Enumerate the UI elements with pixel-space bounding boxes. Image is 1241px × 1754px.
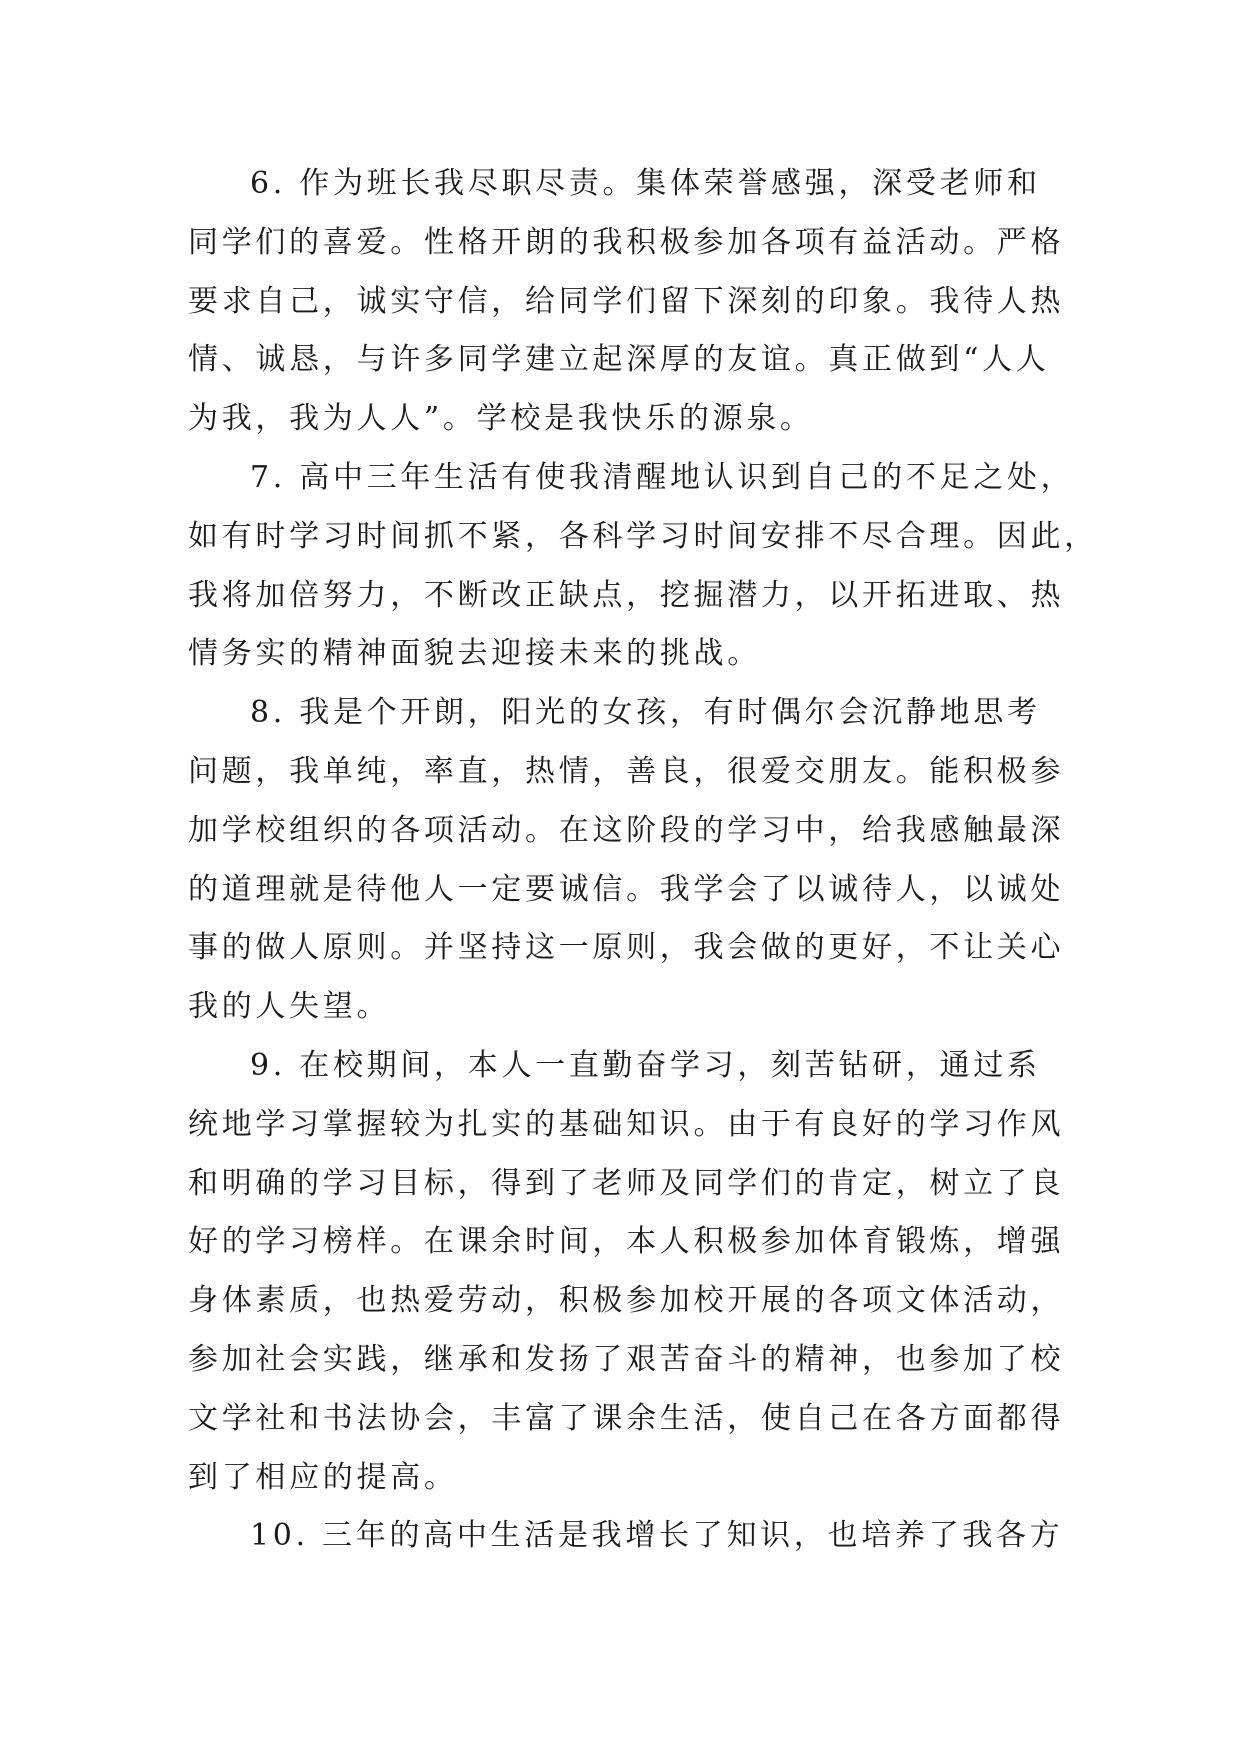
- text-line: 情、诚恳，与许多同学建立起深厚的友谊。真正做到“人人: [188, 342, 1050, 378]
- text-line: 统地学习掌握较为扎实的基础知识。由于有良好的学习作风: [188, 1106, 1065, 1142]
- text-line: 10. 三年的高中生活是我增长了知识，也培养了我各方: [250, 1518, 1064, 1554]
- paragraph-10: [188, 1507, 1064, 1566]
- text-line: 问题，我单纯，率直，热情，善良，很爱交朋友。能积极参: [188, 753, 1065, 789]
- text-line: 文学社和书法协会，丰富了课余生活，使自己在各方面都得: [188, 1400, 1065, 1436]
- text-line: 我将加倍努力，不断改正缺点，挖掘潜力，以开拓进取、热: [188, 577, 1065, 613]
- paragraph-6: [188, 155, 1065, 449]
- text-line: 7. 高中三年生活有使我清醒地认识到自己的不足之处，: [250, 459, 1075, 495]
- text-line: 为我，我为人人”。学校是我快乐的源泉。: [188, 401, 814, 437]
- text-line: 情务实的精神面貌去迎接未来的挑战。: [188, 636, 761, 672]
- text-line: 参加社会实践，继承和发扬了艰苦奋斗的精神，也参加了校: [188, 1341, 1065, 1377]
- text-line: 9. 在校期间，本人一直勤奋学习，刻苦钻研，通过系: [250, 1047, 1041, 1083]
- document-page: [188, 155, 1098, 1566]
- text-line: 好的学习榜样。在课余时间，本人积极参加体育锻炼，增强: [188, 1224, 1065, 1260]
- text-line: 6. 作为班长我尽职尽责。集体荣誉感强，深受老师和: [250, 166, 1041, 201]
- text-line: 要求自己，诚实守信，给同学们留下深刻的印象。我待人热: [188, 283, 1065, 319]
- text-line: 的道理就是待他人一定要诚信。我学会了以诚待人，以诚处: [188, 871, 1065, 907]
- paragraph-7: [188, 449, 1098, 684]
- paragraph-8: [188, 684, 1065, 1037]
- text-line: 身体素质，也热爱劳动，积极参加校开展的各项文体活动，: [188, 1283, 1065, 1319]
- text-line: 同学们的喜爱。性格开朗的我积极参加各项有益活动。严格: [188, 224, 1065, 260]
- paragraph-9: [188, 1037, 1065, 1507]
- text-line: 加学校组织的各项活动。在这阶段的学习中，给我感触最深: [188, 812, 1065, 848]
- text-line: 我的人失望。: [188, 989, 391, 1025]
- text-line: 到了相应的提高。: [188, 1459, 458, 1495]
- text-line: 如有时学习时间抓不紧，各科学习时间安排不尽合理。因此，: [188, 518, 1098, 554]
- text-line: 8. 我是个开朗，阳光的女孩，有时偶尔会沉静地思考: [250, 695, 1041, 731]
- text-line: 和明确的学习目标，得到了老师及同学们的肯定，树立了良: [188, 1165, 1065, 1201]
- text-line: 事的做人原则。并坚持这一原则，我会做的更好，不让关心: [188, 930, 1065, 966]
